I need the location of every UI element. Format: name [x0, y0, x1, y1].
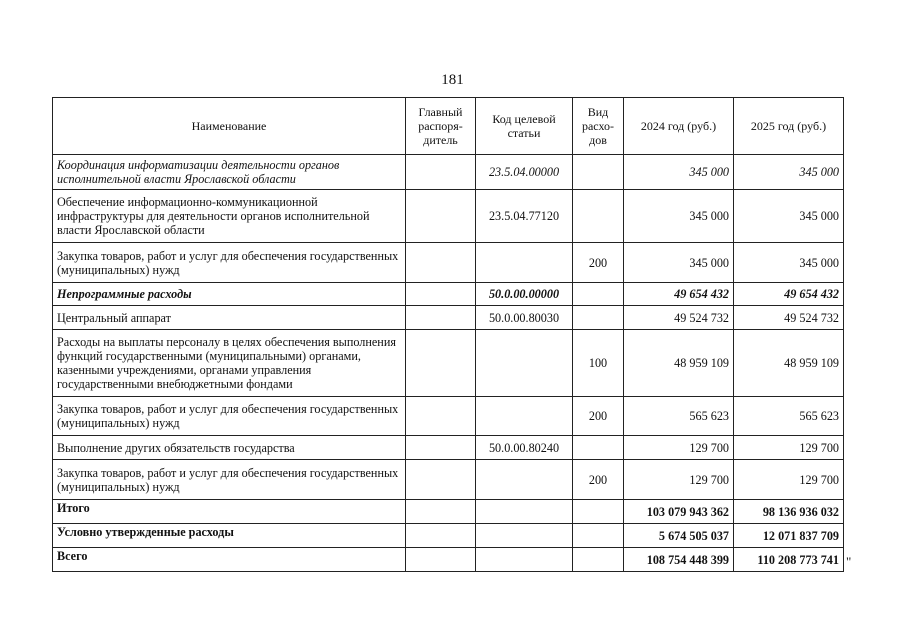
- row-2025: 48 959 109: [734, 330, 844, 397]
- closing-quote-mark: ": [846, 554, 852, 569]
- row-2025: 49 654 432: [734, 283, 844, 306]
- row-type: 200: [573, 397, 624, 436]
- row-2024: 345 000: [624, 190, 734, 243]
- row-type: 100: [573, 330, 624, 397]
- row-name: Итого: [53, 500, 406, 524]
- row-admin: [406, 283, 476, 306]
- table-row: [53, 397, 844, 436]
- row-2024: 345 000: [624, 243, 734, 283]
- row-2025: 345 000: [734, 190, 844, 243]
- row-admin: [406, 155, 476, 190]
- row-2024: 108 754 448 399: [624, 548, 734, 572]
- row-2025: 98 136 936 032: [734, 500, 844, 524]
- row-admin: [406, 190, 476, 243]
- row-admin: [406, 243, 476, 283]
- row-code: [476, 548, 573, 572]
- row-name: Закупка товаров, работ и услуг для обеспечения государственных (муниципальных) нужд: [53, 460, 406, 500]
- row-admin: [406, 306, 476, 330]
- row-admin: [406, 460, 476, 500]
- row-2024: 48 959 109: [624, 330, 734, 397]
- row-type: [573, 283, 624, 306]
- row-type: [573, 155, 624, 190]
- row-type: [573, 500, 624, 524]
- table-header-row: [53, 98, 844, 155]
- table-row: [53, 330, 844, 397]
- header-name: Наименование: [53, 98, 406, 155]
- row-code: 50.0.00.80240: [476, 436, 573, 460]
- row-name: Координация информатизации деятельности органов исполнительной власти Ярославской области: [53, 155, 406, 190]
- row-code: [476, 460, 573, 500]
- table-row: [53, 548, 844, 572]
- budget-table: [52, 97, 844, 572]
- row-2024: 345 000: [624, 155, 734, 190]
- page-number: 181: [441, 72, 464, 88]
- row-admin: [406, 436, 476, 460]
- row-2025: 345 000: [734, 243, 844, 283]
- row-name: Расходы на выплаты персоналу в целях обеспечения выполнения функций государственными (муниципальными) органами, казенными учреждениями, органами управления государственными внебюджетными фондами: [53, 330, 406, 397]
- table-row: [53, 500, 844, 524]
- row-2024: 103 079 943 362: [624, 500, 734, 524]
- row-2025: 129 700: [734, 436, 844, 460]
- row-admin: [406, 397, 476, 436]
- row-2025: 49 524 732: [734, 306, 844, 330]
- row-type: [573, 436, 624, 460]
- row-code: 23.5.04.77120: [476, 190, 573, 243]
- row-2024: 129 700: [624, 460, 734, 500]
- table-row: [53, 190, 844, 243]
- row-2024: 49 524 732: [624, 306, 734, 330]
- row-name: Обеспечение информационно-коммуникационной инфраструктуры для деятельности органов исполнительной власти Ярославской области: [53, 190, 406, 243]
- row-code: 23.5.04.00000: [476, 155, 573, 190]
- header-type: Вид расхо-дов: [573, 98, 624, 155]
- row-code: [476, 397, 573, 436]
- table-row: [53, 243, 844, 283]
- row-2024: 5 674 505 037: [624, 524, 734, 548]
- row-type: 200: [573, 460, 624, 500]
- row-admin: [406, 500, 476, 524]
- row-admin: [406, 330, 476, 397]
- row-name: Выполнение других обязательств государства: [53, 436, 406, 460]
- header-admin: Главный распоря-дитель: [406, 98, 476, 155]
- row-2025: 345 000: [734, 155, 844, 190]
- table-row: [53, 155, 844, 190]
- row-admin: [406, 524, 476, 548]
- header-2024: 2024 год (руб.): [624, 98, 734, 155]
- row-type: [573, 524, 624, 548]
- row-2025: 129 700: [734, 460, 844, 500]
- table-row: [53, 460, 844, 500]
- row-name: Центральный аппарат: [53, 306, 406, 330]
- table-row: [53, 283, 844, 306]
- row-2024: 129 700: [624, 436, 734, 460]
- row-code: [476, 524, 573, 548]
- row-type: [573, 190, 624, 243]
- table-row: [53, 524, 844, 548]
- table-row: [53, 436, 844, 460]
- row-2025: 12 071 837 709: [734, 524, 844, 548]
- row-name: Непрограммные расходы: [53, 283, 406, 306]
- row-code: [476, 500, 573, 524]
- row-code: [476, 330, 573, 397]
- row-code: [476, 243, 573, 283]
- row-code: 50.0.00.80030: [476, 306, 573, 330]
- row-name: Условно утвержденные расходы: [53, 524, 406, 548]
- row-admin: [406, 548, 476, 572]
- header-2025: 2025 год (руб.): [734, 98, 844, 155]
- row-type: [573, 548, 624, 572]
- row-2025: 565 623: [734, 397, 844, 436]
- row-type: 200: [573, 243, 624, 283]
- row-name: Всего: [53, 548, 406, 572]
- table-row: [53, 306, 844, 330]
- row-code: 50.0.00.00000: [476, 283, 573, 306]
- row-name: Закупка товаров, работ и услуг для обеспечения государственных (муниципальных) нужд: [53, 397, 406, 436]
- row-type: [573, 306, 624, 330]
- row-2024: 49 654 432: [624, 283, 734, 306]
- row-2025: 110 208 773 741: [734, 548, 844, 572]
- row-name: Закупка товаров, работ и услуг для обеспечения государственных (муниципальных) нужд: [53, 243, 406, 283]
- header-code: Код целевой статьи: [476, 98, 573, 155]
- row-2024: 565 623: [624, 397, 734, 436]
